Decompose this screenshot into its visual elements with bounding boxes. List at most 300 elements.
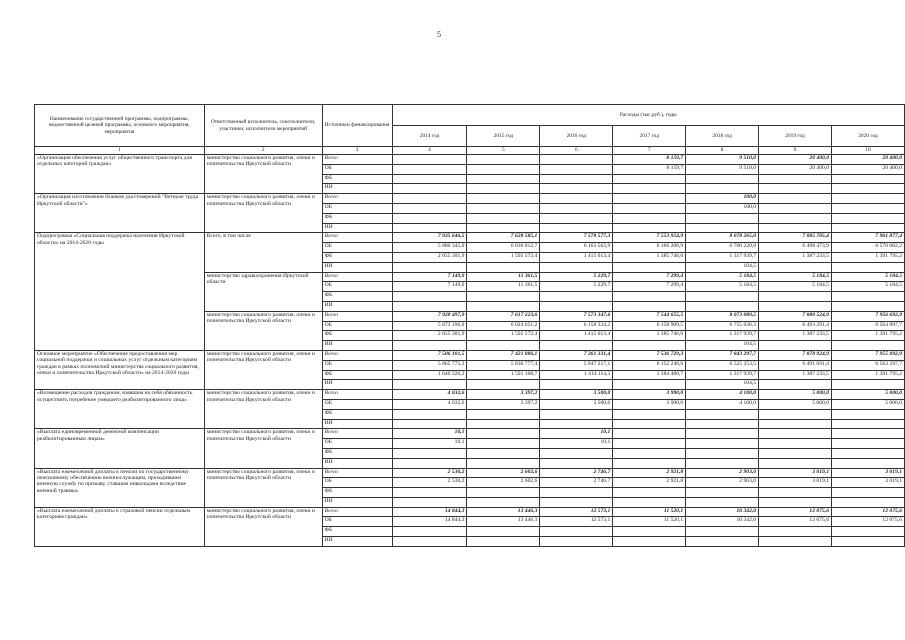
amount-cell <box>467 439 540 449</box>
amount-cell: 1 317 939,7 <box>686 331 759 341</box>
amount-cell: 6 525 253,5 <box>686 360 759 370</box>
amount-cell <box>540 497 613 507</box>
amount-cell <box>613 488 686 498</box>
header-source: Источники финансирования <box>322 105 392 147</box>
amount-cell <box>467 429 540 439</box>
amount-cell <box>831 262 904 272</box>
amount-cell: 1 415 013,4 <box>540 331 613 341</box>
amount-cell: 7 935 646,5 <box>392 233 467 243</box>
amount-cell <box>759 301 832 311</box>
amount-cell <box>467 155 540 165</box>
amount-cell: 1 391 795,2 <box>831 252 904 262</box>
funding-source: ФБ <box>322 527 392 537</box>
amount-cell: 1 385 746,0 <box>613 331 686 341</box>
amount-cell: 4 032,6 <box>392 399 467 409</box>
amount-cell <box>613 409 686 419</box>
amount-cell <box>392 262 467 272</box>
amount-cell <box>467 223 540 233</box>
table-row <box>35 507 905 517</box>
amount-cell <box>613 497 686 507</box>
amount-cell <box>540 409 613 419</box>
amount-cell: 7 955 092,9 <box>831 350 904 360</box>
amount-cell: 10 342,0 <box>686 507 759 517</box>
amount-cell <box>392 527 467 537</box>
amount-cell: 10,1 <box>392 429 467 439</box>
funding-source: ИИ <box>322 223 392 233</box>
amount-cell: 5 229,7 <box>540 282 613 292</box>
header-column-number: 9 <box>759 147 832 155</box>
amount-cell <box>467 419 540 429</box>
funding-source: ОБ <box>322 203 392 213</box>
amount-cell: 8 073 080,5 <box>686 311 759 321</box>
funding-source: ИИ <box>322 537 392 547</box>
header-column-numbers <box>35 147 905 155</box>
amount-cell <box>759 184 832 194</box>
amount-cell <box>540 194 613 204</box>
amount-cell <box>613 292 686 302</box>
amount-cell <box>467 164 540 174</box>
amount-cell: 6 498 473,9 <box>759 243 832 253</box>
amount-cell <box>540 419 613 429</box>
funding-source: ОБ <box>322 439 392 449</box>
funding-source: ФБ <box>322 370 392 380</box>
amount-cell: 1 317 939,7 <box>686 252 759 262</box>
amount-cell <box>831 527 904 537</box>
amount-cell: 104,5 <box>686 380 759 390</box>
amount-cell <box>540 292 613 302</box>
amount-cell: 5 184,5 <box>686 282 759 292</box>
executor-name: министерство социального развития, опеки и попечительства Иркутской области <box>204 194 322 233</box>
amount-cell <box>686 497 759 507</box>
amount-cell: 13 446,3 <box>467 507 540 517</box>
amount-cell <box>540 184 613 194</box>
amount-cell: 12 075,6 <box>831 507 904 517</box>
amount-cell <box>467 448 540 458</box>
amount-cell <box>467 497 540 507</box>
amount-cell <box>613 527 686 537</box>
amount-cell <box>831 409 904 419</box>
amount-cell: 6 491 691,4 <box>759 360 832 370</box>
amount-cell <box>467 380 540 390</box>
funding-source: ОБ <box>322 517 392 527</box>
amount-cell <box>467 194 540 204</box>
header-year: 2016 год <box>540 126 613 147</box>
amount-cell: 5 865 775,3 <box>392 360 467 370</box>
funding-source: Всего <box>322 272 392 282</box>
amount-cell <box>467 458 540 468</box>
amount-cell <box>467 262 540 272</box>
amount-cell: 20 400,0 <box>759 164 832 174</box>
amount-cell: 6 564 897,7 <box>831 321 904 331</box>
amount-cell: 3 500,0 <box>540 390 613 400</box>
amount-cell: 6 760 220,8 <box>686 243 759 253</box>
header-column-number: 4 <box>392 147 467 155</box>
funding-source: Всего <box>322 233 392 243</box>
amount-cell <box>613 262 686 272</box>
amount-cell: 2 530,2 <box>392 468 467 478</box>
funding-source: Всего <box>322 429 392 439</box>
header-column-number: 5 <box>467 147 540 155</box>
amount-cell: 6 166 208,9 <box>613 243 686 253</box>
table-body <box>35 155 905 547</box>
amount-cell <box>759 174 832 184</box>
amount-cell: 6 755 036,3 <box>686 321 759 331</box>
amount-cell <box>467 341 540 351</box>
amount-cell: 1 317 939,7 <box>686 370 759 380</box>
header-year: 2017 год <box>613 126 686 147</box>
amount-cell <box>759 213 832 223</box>
funding-source: ИИ <box>322 341 392 351</box>
funding-source: Всего <box>322 468 392 478</box>
amount-cell: 12 573,1 <box>540 507 613 517</box>
amount-cell: 4 032,6 <box>392 390 467 400</box>
amount-cell: 7 617 223,6 <box>467 311 540 321</box>
amount-cell <box>759 488 832 498</box>
amount-cell: 1 415 013,4 <box>540 252 613 262</box>
funding-source: ФБ <box>322 448 392 458</box>
amount-cell: 2 921,8 <box>613 478 686 488</box>
amount-cell <box>831 174 904 184</box>
header-column-number: 10 <box>831 147 904 155</box>
amount-cell <box>613 301 686 311</box>
amount-cell <box>759 419 832 429</box>
amount-cell <box>540 155 613 165</box>
amount-cell: 11 520,1 <box>613 517 686 527</box>
amount-cell <box>540 488 613 498</box>
amount-cell <box>613 448 686 458</box>
table-row <box>35 429 905 439</box>
amount-cell: 9 510,0 <box>686 155 759 165</box>
funding-source: Всего <box>322 350 392 360</box>
amount-cell <box>831 439 904 449</box>
amount-cell: 1 592 572,4 <box>467 331 540 341</box>
amount-cell <box>831 429 904 439</box>
program-name: «Выплата ежемесячной доплаты к пенсии по государственному пенсионному обеспечению военнослужащим, проходившим военную службу по призыву, ставшим инвалидами вследствие военной травмы» <box>35 468 205 507</box>
amount-cell: 7 149,0 <box>392 272 467 282</box>
amount-cell: 5 184,5 <box>686 272 759 282</box>
amount-cell <box>392 448 467 458</box>
amount-cell: 7 544 655,5 <box>613 311 686 321</box>
amount-cell: 7 299,4 <box>613 272 686 282</box>
amount-cell <box>831 380 904 390</box>
funding-source: ФБ <box>322 213 392 223</box>
amount-cell <box>467 488 540 498</box>
header-program: Наименование государственной программы, подпрограммы, ведомственной целевой программы, основного мероприятия, мероприятия <box>35 105 205 147</box>
amount-cell <box>613 174 686 184</box>
amount-cell <box>467 292 540 302</box>
amount-cell <box>759 448 832 458</box>
amount-cell: 6 024 651,2 <box>467 321 540 331</box>
funding-source: ФБ <box>322 331 392 341</box>
header-column-number: 6 <box>540 147 613 155</box>
amount-cell <box>540 164 613 174</box>
amount-cell: 5 000,0 <box>759 390 832 400</box>
amount-cell <box>467 527 540 537</box>
funding-source: ОБ <box>322 321 392 331</box>
amount-cell: 1 387 233,5 <box>759 331 832 341</box>
amount-cell <box>759 527 832 537</box>
amount-cell: 2 746,7 <box>540 468 613 478</box>
amount-cell <box>831 419 904 429</box>
amount-cell: 12 075,6 <box>759 517 832 527</box>
amount-cell <box>540 448 613 458</box>
amount-cell <box>540 537 613 547</box>
amount-cell <box>686 213 759 223</box>
amount-cell <box>686 537 759 547</box>
amount-cell <box>831 458 904 468</box>
amount-cell <box>467 301 540 311</box>
amount-cell <box>831 194 904 204</box>
amount-cell <box>540 458 613 468</box>
funding-source: ФБ <box>322 292 392 302</box>
funding-source: ИИ <box>322 380 392 390</box>
amount-cell <box>540 341 613 351</box>
table-row <box>35 155 905 165</box>
amount-cell <box>831 537 904 547</box>
amount-cell <box>831 301 904 311</box>
amount-cell <box>831 292 904 302</box>
amount-cell: 7 149,0 <box>392 282 467 292</box>
header-year: 2018 год <box>686 126 759 147</box>
amount-cell: 6 563 297,7 <box>831 360 904 370</box>
amount-cell: 2 921,8 <box>613 468 686 478</box>
amount-cell <box>831 184 904 194</box>
header-year: 2015 год <box>467 126 540 147</box>
amount-cell: 7 299,4 <box>613 282 686 292</box>
amount-cell: 1 391 795,2 <box>831 331 904 341</box>
header-column-number: 2 <box>204 147 322 155</box>
program-name: «Возмещение расходов гражданам, взявшим на себя обязанность осуществить погребение умершего реабилитированного лица» <box>35 390 205 429</box>
amount-cell: 1 414 114,3 <box>540 370 613 380</box>
amount-cell <box>392 488 467 498</box>
amount-cell: 6 493 291,4 <box>759 321 832 331</box>
funding-source: Всего <box>322 194 392 204</box>
executor-name: Всего, в том числе <box>204 233 322 272</box>
funding-source: ФБ <box>322 409 392 419</box>
funding-source: ФБ <box>322 488 392 498</box>
program-name: «Выплата единовременной денежной компенсации реабилитированным лицам» <box>35 429 205 468</box>
amount-cell: 12 573,1 <box>540 517 613 527</box>
amount-cell: 10,1 <box>540 439 613 449</box>
executor-name: министерство социального развития, опеки и попечительства Иркутской области <box>204 350 322 389</box>
table-row <box>35 390 905 400</box>
amount-cell <box>392 184 467 194</box>
amount-cell <box>759 439 832 449</box>
amount-cell <box>759 194 832 204</box>
amount-cell <box>686 174 759 184</box>
program-name: Подпрограмма «Социальная поддержка населения Иркутской области» на 2014-2020 годы <box>35 233 205 351</box>
funding-source: ИИ <box>322 262 392 272</box>
amount-cell: 10 342,0 <box>686 517 759 527</box>
executor-name: министерство здравоохранения Иркутской области <box>204 272 322 311</box>
expenses-table <box>34 104 905 547</box>
amount-cell <box>392 213 467 223</box>
program-name: «Выплата ежемесячной доплаты к страховой пенсии отдельным категориям граждан» <box>35 507 205 546</box>
funding-source: ОБ <box>322 164 392 174</box>
program-name: «Организация изготовления бланков удостоверений "Ветеран труда Иркутской области"» <box>35 194 205 233</box>
header-column-number: 1 <box>35 147 205 155</box>
funding-source: ОБ <box>322 243 392 253</box>
amount-cell: 100,0 <box>686 203 759 213</box>
funding-source: ОБ <box>322 282 392 292</box>
amount-cell: 5 873 196,0 <box>392 321 467 331</box>
amount-cell: 2 055 301,9 <box>392 331 467 341</box>
table-row <box>35 233 905 243</box>
header-column-number: 3 <box>322 147 392 155</box>
funding-source: ИИ <box>322 184 392 194</box>
header-column-number: 8 <box>686 147 759 155</box>
amount-cell: 8 078 265,0 <box>686 233 759 243</box>
amount-cell: 5 184,5 <box>831 272 904 282</box>
amount-cell <box>392 223 467 233</box>
amount-cell <box>613 429 686 439</box>
amount-cell <box>392 164 467 174</box>
amount-cell <box>392 194 467 204</box>
funding-source: Всего <box>322 390 392 400</box>
amount-cell: 5 229,7 <box>540 272 613 282</box>
amount-cell <box>759 292 832 302</box>
funding-source: ОБ <box>322 399 392 409</box>
amount-cell: 5 830 777,4 <box>467 360 540 370</box>
amount-cell <box>540 527 613 537</box>
executor-name: министерство социального развития, опеки и попечительства Иркутской области <box>204 468 322 507</box>
amount-cell <box>613 458 686 468</box>
amount-cell: 12 075,6 <box>831 517 904 527</box>
amount-cell <box>759 409 832 419</box>
amount-cell: 10,1 <box>392 439 467 449</box>
amount-cell: 12 075,6 <box>759 507 832 517</box>
amount-cell <box>686 527 759 537</box>
amount-cell <box>392 292 467 302</box>
amount-cell <box>686 292 759 302</box>
amount-cell: 7 878 924,9 <box>759 350 832 360</box>
amount-cell <box>392 458 467 468</box>
amount-cell <box>467 409 540 419</box>
amount-cell <box>467 537 540 547</box>
amount-cell: 5 000,0 <box>759 399 832 409</box>
amount-cell <box>759 497 832 507</box>
amount-cell <box>686 184 759 194</box>
amount-cell <box>831 448 904 458</box>
amount-cell: 7 421 886,1 <box>467 350 540 360</box>
amount-cell: 5 000,0 <box>831 390 904 400</box>
amount-cell: 3 019,1 <box>831 478 904 488</box>
amount-cell <box>686 301 759 311</box>
amount-cell: 3 500,0 <box>540 399 613 409</box>
amount-cell <box>613 341 686 351</box>
amount-cell <box>686 429 759 439</box>
amount-cell <box>540 174 613 184</box>
amount-cell <box>759 223 832 233</box>
amount-cell <box>613 537 686 547</box>
amount-cell: 104,5 <box>686 341 759 351</box>
header-expenses: Расходы (тыс.руб.), годы <box>392 105 904 126</box>
amount-cell: 11 361,5 <box>467 272 540 282</box>
amount-cell: 7 536 729,3 <box>613 350 686 360</box>
amount-cell: 3 990,0 <box>613 390 686 400</box>
amount-cell: 3 397,2 <box>467 390 540 400</box>
amount-cell <box>831 223 904 233</box>
amount-cell: 2 055 301,9 <box>392 252 467 262</box>
amount-cell: 1 387 233,5 <box>759 370 832 380</box>
amount-cell <box>686 488 759 498</box>
amount-cell: 7 628 585,1 <box>467 233 540 243</box>
header-year: 2014 год <box>392 126 467 147</box>
amount-cell: 14 844,3 <box>392 517 467 527</box>
amount-cell <box>831 213 904 223</box>
amount-cell <box>686 409 759 419</box>
executor-name: министерство социального развития, опеки и попечительства Иркутской области <box>204 507 322 546</box>
amount-cell: 1 640 326,2 <box>392 370 467 380</box>
amount-cell <box>540 301 613 311</box>
amount-cell: 11 520,1 <box>613 507 686 517</box>
executor-name: министерство социального развития, опеки и попечительства Иркутской области <box>204 429 322 468</box>
amount-cell <box>467 184 540 194</box>
amount-cell <box>392 409 467 419</box>
amount-cell <box>831 497 904 507</box>
amount-cell <box>759 537 832 547</box>
amount-cell: 20 400,0 <box>759 155 832 165</box>
amount-cell <box>392 301 467 311</box>
amount-cell <box>540 262 613 272</box>
amount-cell: 6 158 334,2 <box>540 321 613 331</box>
amount-cell: 1 591 108,7 <box>467 370 540 380</box>
header-column-number: 7 <box>613 147 686 155</box>
amount-cell: 1 387 233,5 <box>759 252 832 262</box>
amount-cell: 1 592 572,4 <box>467 252 540 262</box>
amount-cell <box>613 203 686 213</box>
amount-cell: 3 019,1 <box>831 468 904 478</box>
amount-cell: 5 000,0 <box>831 399 904 409</box>
funding-source: ИИ <box>322 497 392 507</box>
amount-cell: 2 903,0 <box>686 468 759 478</box>
amount-cell: 8 159,7 <box>613 164 686 174</box>
funding-source: ИИ <box>322 301 392 311</box>
amount-cell: 5 184,5 <box>759 272 832 282</box>
amount-cell <box>467 213 540 223</box>
amount-cell <box>759 203 832 213</box>
funding-source: ФБ <box>322 252 392 262</box>
amount-cell <box>686 448 759 458</box>
amount-cell <box>759 429 832 439</box>
amount-cell: 3 990,0 <box>613 399 686 409</box>
amount-cell <box>392 419 467 429</box>
amount-cell <box>613 380 686 390</box>
amount-cell: 4 100,0 <box>686 390 759 400</box>
amount-cell <box>467 174 540 184</box>
header-year: 2019 год <box>759 126 832 147</box>
funding-source: ИИ <box>322 419 392 429</box>
funding-source: Всего <box>322 155 392 165</box>
executor-name: министерство социального развития, опеки и попечительства Иркутской области <box>204 155 322 194</box>
amount-cell <box>686 458 759 468</box>
amount-cell <box>759 341 832 351</box>
amount-cell: 5 184,5 <box>759 282 832 292</box>
amount-cell: 7 928 497,9 <box>392 311 467 321</box>
amount-cell: 20 400,0 <box>831 155 904 165</box>
amount-cell: 6 152 248,6 <box>613 360 686 370</box>
amount-cell: 1 391 795,2 <box>831 370 904 380</box>
amount-cell <box>686 223 759 233</box>
amount-cell: 2 602,6 <box>467 478 540 488</box>
amount-cell: 3 019,1 <box>759 478 832 488</box>
amount-cell: 2 602,6 <box>467 468 540 478</box>
funding-source: ОБ <box>322 478 392 488</box>
header-year: 2020 год <box>831 126 904 147</box>
amount-cell: 2 746,7 <box>540 478 613 488</box>
amount-cell: 6 570 082,2 <box>831 243 904 253</box>
funding-source: ФБ <box>322 174 392 184</box>
